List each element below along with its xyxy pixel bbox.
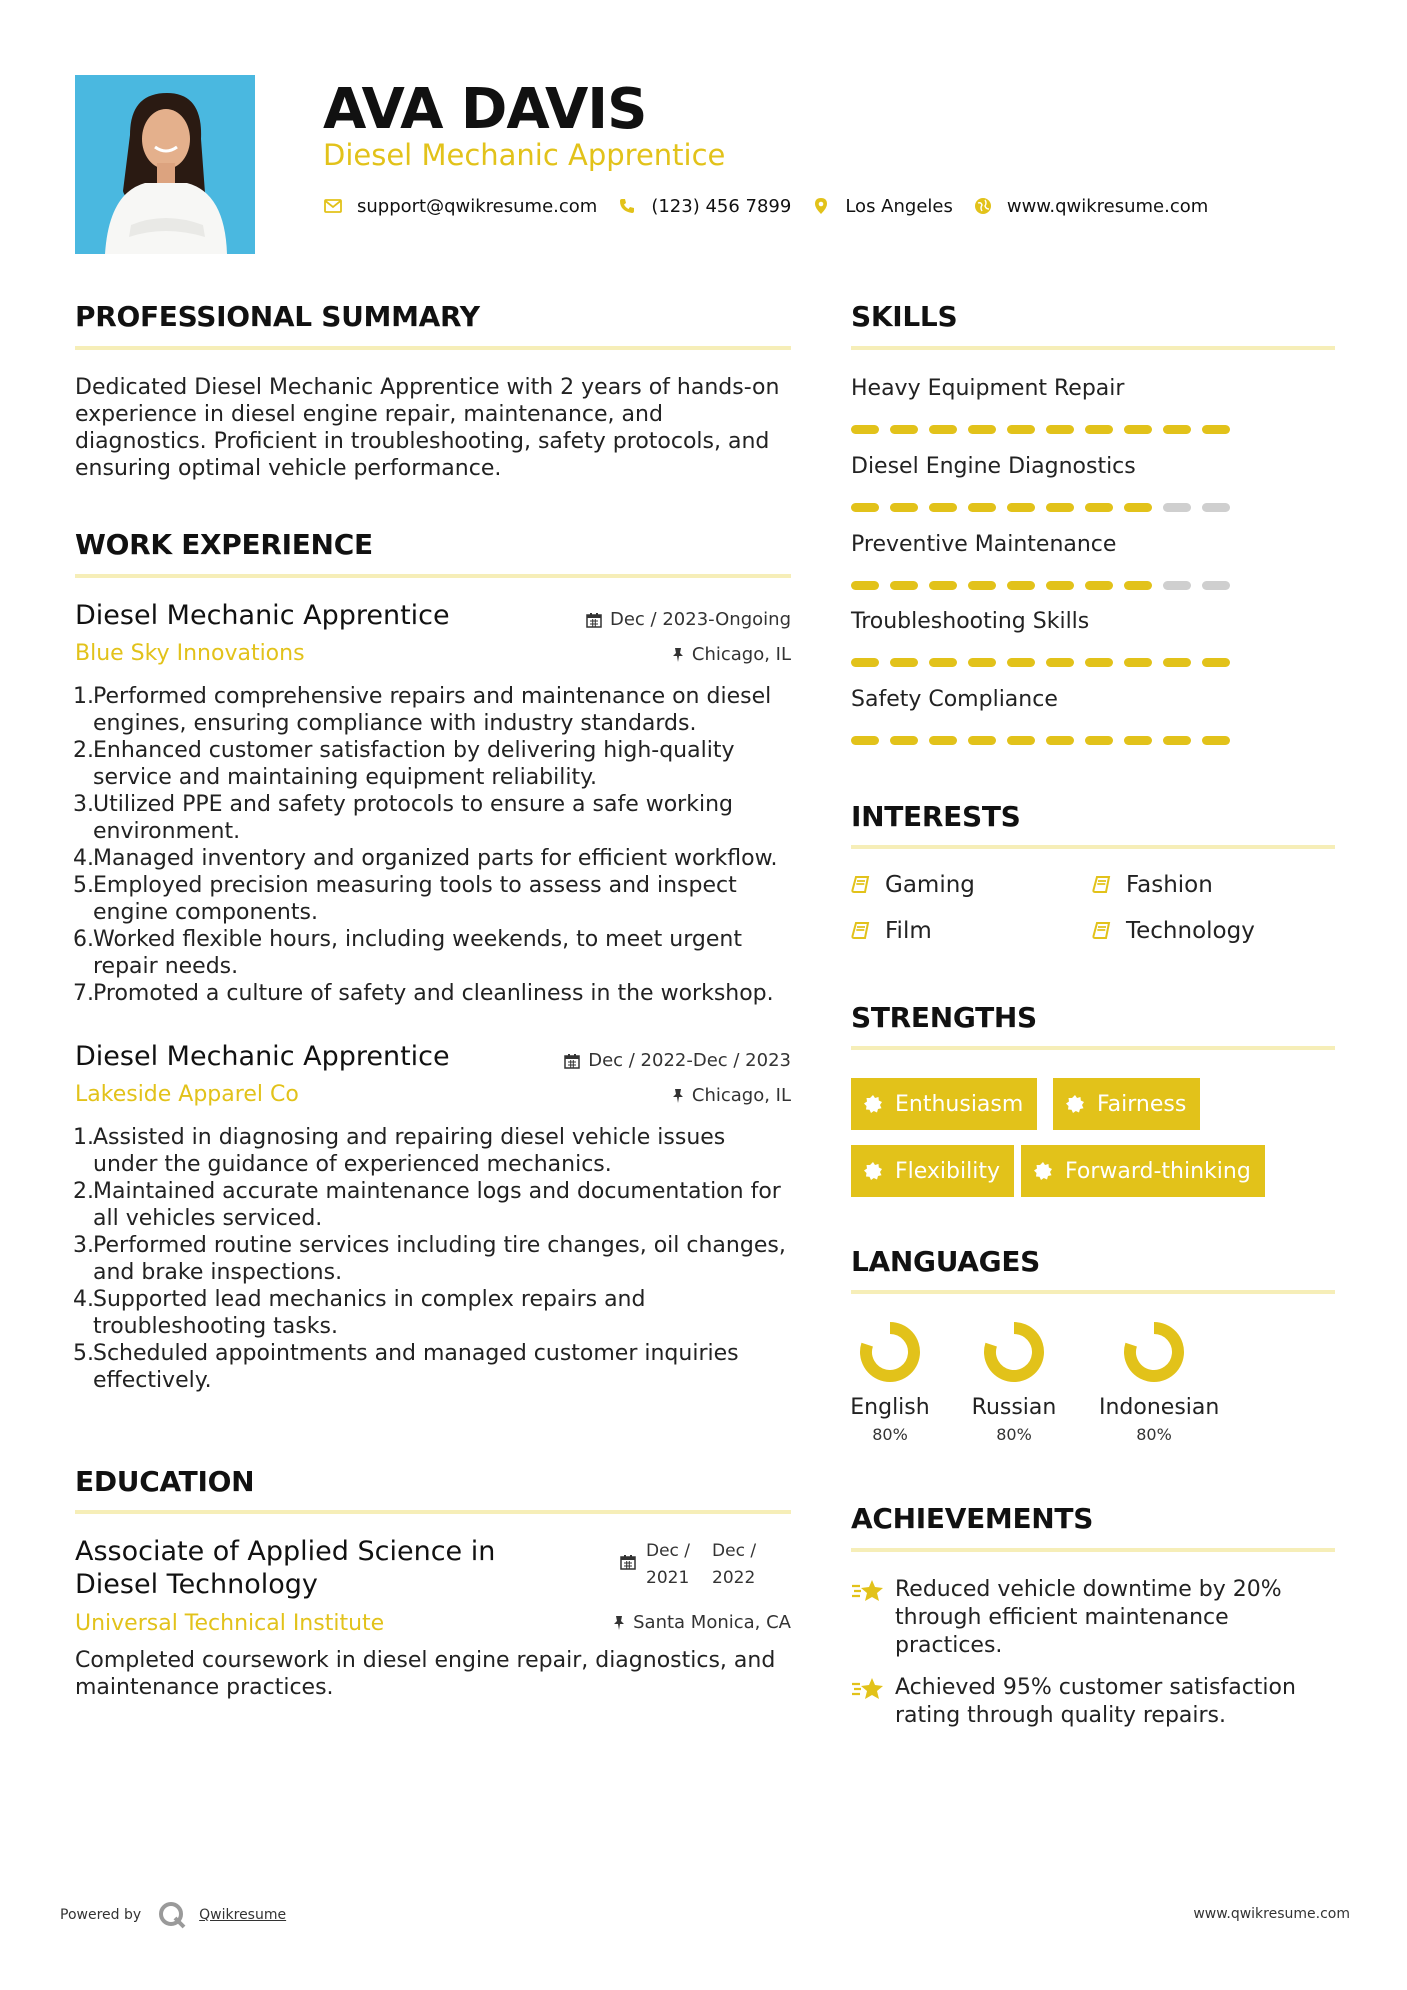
skill-dash (1124, 503, 1152, 512)
degree-title (75, 1535, 495, 1601)
skill-dash (890, 581, 918, 590)
skill-dash (1007, 425, 1035, 434)
location-text: Los Angeles (845, 195, 953, 217)
interest-label: Film (885, 918, 932, 944)
strength-chip (1053, 1078, 1200, 1130)
language-percent: 80% (872, 1425, 908, 1444)
list-item: Utilized PPE and safety protocols to ensure a safe working environment. (93, 792, 733, 844)
skill-dash (1202, 736, 1230, 745)
skill-dash (968, 503, 996, 512)
interests-divider (851, 845, 1335, 849)
job-dates (564, 1050, 791, 1071)
email-text: support@qwikresume.com (357, 195, 598, 217)
pushpin-icon (613, 1615, 625, 1631)
envelope-icon (323, 196, 343, 216)
badge-icon (1065, 1094, 1085, 1114)
list-item: Worked flexible hours, including weekends, to meet urgent repair needs. (93, 927, 742, 979)
achievements-heading: ACHIEVEMENTS (851, 1502, 1094, 1535)
skill-name: Preventive Maintenance (851, 532, 1117, 557)
skill-dash (1085, 736, 1113, 745)
interests-heading: INTERESTS (851, 800, 1021, 833)
list-item: Scheduled appointments and managed customer inquiries effectively. (93, 1341, 739, 1393)
strength-label: Enthusiasm (895, 1091, 1024, 1117)
interest-label: Gaming (885, 872, 975, 898)
job-location (672, 644, 791, 665)
skill-dash (890, 658, 918, 667)
strengths-heading: STRENGTHS (851, 1001, 1037, 1034)
list-item: Performed routine services including tire changes, oil changes, and brake inspections. (93, 1233, 786, 1285)
skills-heading: SKILLS (851, 300, 958, 333)
education-end (712, 1538, 756, 1592)
languages-divider (851, 1290, 1335, 1294)
skill-dash (1007, 581, 1035, 590)
skill-dash (1202, 658, 1230, 667)
skill-dash (1085, 658, 1113, 667)
candidate-role: Diesel Mechanic Apprentice (323, 138, 726, 172)
shooting-star-icon (851, 1676, 885, 1702)
language-gauge-arc (866, 1328, 914, 1376)
skill-dash (968, 581, 996, 590)
list-item: Managed inventory and organized parts for efficient workflow. (93, 846, 778, 871)
experience-heading: WORK EXPERIENCE (75, 528, 373, 561)
skill-dash (1202, 503, 1230, 512)
skill-dash (1124, 581, 1152, 590)
website-text: www.qwikresume.com (1006, 195, 1209, 217)
skill-name: Troubleshooting Skills (851, 609, 1090, 634)
job-location (672, 1085, 791, 1106)
skill-meter (851, 425, 1230, 434)
education-location-text: Santa Monica, CA (633, 1612, 791, 1633)
skill-dash (1124, 425, 1152, 434)
list-item: Enhanced customer satisfaction by delivering high-quality service and maintaining equipment reliability. (93, 738, 735, 790)
degree-line-1: Associate of Applied Science in (75, 1536, 496, 1567)
strength-chip (851, 1145, 1014, 1197)
interest-item (851, 917, 932, 945)
powered-by-label: Powered by (60, 1907, 142, 1923)
skill-dash (1007, 658, 1035, 667)
skill-dash (929, 425, 957, 434)
book-icon (851, 875, 871, 895)
list-item: Employed precision measuring tools to assess and inspect engine components. (93, 873, 737, 925)
job-location-text: Chicago, IL (691, 644, 791, 665)
badge-icon (863, 1094, 883, 1114)
interest-label: Fashion (1126, 872, 1213, 898)
language-item (959, 1320, 1069, 1446)
job-dates-text: Dec / 2022-Dec / 2023 (588, 1050, 791, 1071)
language-gauge (858, 1320, 922, 1384)
calendar-icon (564, 1053, 580, 1069)
skill-name: Safety Compliance (851, 687, 1058, 712)
summary-divider (75, 346, 791, 350)
job-company: Lakeside Apparel Co (75, 1082, 299, 1107)
skill-dash (929, 503, 957, 512)
education-start-year: 2021 (646, 1568, 690, 1588)
qwikresume-logo-icon (157, 1900, 187, 1930)
skill-dash (929, 658, 957, 667)
contact-website[interactable] (973, 196, 1208, 217)
list-item: Performed comprehensive repairs and maintenance on diesel engines, ensuring compliance with industry standards. (93, 684, 772, 736)
language-percent: 80% (996, 1425, 1032, 1444)
strength-chip (1021, 1145, 1265, 1197)
skill-dash (1163, 736, 1191, 745)
skill-dash (1046, 581, 1074, 590)
profile-photo (75, 75, 255, 254)
book-icon (1092, 875, 1112, 895)
map-pin-icon (811, 196, 831, 216)
school-name: Universal Technical Institute (75, 1611, 385, 1636)
job-responsibilities (75, 683, 795, 1007)
strength-label: Forward-thinking (1065, 1158, 1251, 1184)
achievement-item (851, 1576, 1321, 1660)
job-dates-text: Dec / 2023-Ongoing (610, 609, 791, 630)
language-name: English (850, 1395, 930, 1420)
skill-dash (1046, 658, 1074, 667)
skill-dash (851, 425, 879, 434)
calendar-icon (586, 612, 602, 628)
education-end-year: 2022 (712, 1568, 756, 1588)
list-item: Maintained accurate maintenance logs and documentation for all vehicles serviced. (93, 1179, 781, 1231)
skill-dash (1163, 658, 1191, 667)
contact-location (811, 196, 953, 217)
job-title: Diesel Mechanic Apprentice (75, 600, 450, 631)
skill-dash (890, 736, 918, 745)
language-name: Russian (971, 1395, 1057, 1420)
interest-item (851, 871, 975, 899)
education-heading: EDUCATION (75, 1465, 255, 1498)
list-item: Assisted in diagnosing and repairing diesel vehicle issues under the guidance of experienced mechanics. (93, 1125, 726, 1177)
skill-dash (890, 425, 918, 434)
language-gauge (982, 1320, 1046, 1384)
globe-icon (973, 196, 993, 216)
skill-dash (1163, 425, 1191, 434)
degree-line-2: Diesel Technology (75, 1569, 318, 1600)
skill-dash (1163, 581, 1191, 590)
education-start-month: Dec / (646, 1541, 691, 1561)
skill-dash (929, 581, 957, 590)
skill-dash (968, 658, 996, 667)
phone-text: (123) 456 7899 (651, 195, 792, 217)
candidate-name: AVA DAVIS (323, 77, 647, 142)
skill-dash (1046, 425, 1074, 434)
shooting-star-icon (851, 1578, 885, 1604)
achievements-divider (851, 1548, 1335, 1552)
phone-icon (617, 196, 637, 216)
skill-name: Heavy Equipment Repair (851, 376, 1125, 401)
education-location (613, 1612, 791, 1633)
calendar-icon (620, 1554, 636, 1570)
skill-dash (1007, 736, 1035, 745)
skills-divider (851, 346, 1335, 350)
skill-dash (890, 503, 918, 512)
skill-dash (1085, 503, 1113, 512)
language-gauge (1122, 1320, 1186, 1384)
skill-dash (851, 581, 879, 590)
skill-dash (1085, 581, 1113, 590)
skill-dash (1046, 736, 1074, 745)
job-company: Blue Sky Innovations (75, 641, 305, 666)
experience-divider (75, 574, 791, 578)
skill-dash (851, 658, 879, 667)
language-gauge-arc (990, 1328, 1038, 1376)
education-divider (75, 1510, 791, 1514)
skill-meter (851, 736, 1230, 745)
language-item (835, 1320, 945, 1446)
skill-dash (929, 736, 957, 745)
education-description: Completed coursework in diesel engine repair, diagnostics, and maintenance practices. (75, 1648, 776, 1700)
languages-heading: LANGUAGES (851, 1245, 1041, 1278)
job-location-text: Chicago, IL (691, 1085, 791, 1106)
job-dates (586, 609, 791, 630)
footer-website[interactable]: www.qwikresume.com (1193, 1906, 1350, 1922)
skill-dash (1007, 503, 1035, 512)
strength-label: Flexibility (895, 1158, 1000, 1184)
list-item: Promoted a culture of safety and cleanliness in the workshop. (93, 981, 774, 1006)
skill-name: Diesel Engine Diagnostics (851, 454, 1136, 479)
job-title: Diesel Mechanic Apprentice (75, 1041, 450, 1072)
skill-dash (1202, 425, 1230, 434)
skill-dash (1046, 503, 1074, 512)
skill-meter (851, 581, 1230, 590)
badge-icon (1033, 1161, 1053, 1181)
strength-label: Fairness (1097, 1091, 1187, 1117)
skill-dash (851, 503, 879, 512)
badge-icon (863, 1161, 883, 1181)
achievement-text: Reduced vehicle downtime by 20% through efficient maintenance practices. (895, 1577, 1282, 1658)
pushpin-icon (672, 647, 684, 663)
achievement-text: Achieved 95% customer satisfaction rating through quality repairs. (895, 1675, 1296, 1728)
education-dates (620, 1538, 756, 1592)
skill-dash (1202, 581, 1230, 590)
contact-email[interactable] (323, 196, 597, 217)
book-icon (1092, 921, 1112, 941)
contact-phone[interactable] (617, 196, 791, 217)
job-responsibilities (75, 1124, 795, 1394)
interest-label: Technology (1126, 918, 1255, 944)
contact-bar (323, 193, 1226, 219)
footer-credit (60, 1900, 286, 1930)
pushpin-icon (672, 1088, 684, 1104)
skill-dash (851, 736, 879, 745)
skill-dash (968, 736, 996, 745)
interest-item (1092, 917, 1255, 945)
skill-dash (1163, 503, 1191, 512)
skill-dash (1085, 425, 1113, 434)
portrait-image (75, 75, 255, 254)
book-icon (851, 921, 871, 941)
list-item: Supported lead mechanics in complex repairs and troubleshooting tasks. (93, 1287, 646, 1339)
education-start (646, 1538, 690, 1592)
education-end-month: Dec / (712, 1541, 757, 1561)
interest-item (1092, 871, 1213, 899)
achievement-item (851, 1674, 1321, 1730)
strength-chip (851, 1078, 1037, 1130)
language-gauge-arc (1130, 1328, 1178, 1376)
skill-meter (851, 658, 1230, 667)
summary-text: Dedicated Diesel Mechanic Apprentice with 2 years of hands-on experience in diesel engine repair, maintenance, and diagnostics. Proficient in troubleshooting, safety protocols, and ensuring optimal vehicle performance. (75, 375, 780, 481)
skill-dash (1124, 736, 1152, 745)
brand-link[interactable]: Qwikresume (199, 1907, 287, 1923)
skill-meter (851, 503, 1230, 512)
summary-heading: PROFESSIONAL SUMMARY (75, 300, 480, 333)
strengths-divider (851, 1046, 1335, 1050)
language-item (1099, 1320, 1220, 1446)
skill-dash (968, 425, 996, 434)
skill-dash (1124, 658, 1152, 667)
language-percent: 80% (1136, 1425, 1172, 1444)
language-name: Indonesian (1099, 1395, 1220, 1420)
